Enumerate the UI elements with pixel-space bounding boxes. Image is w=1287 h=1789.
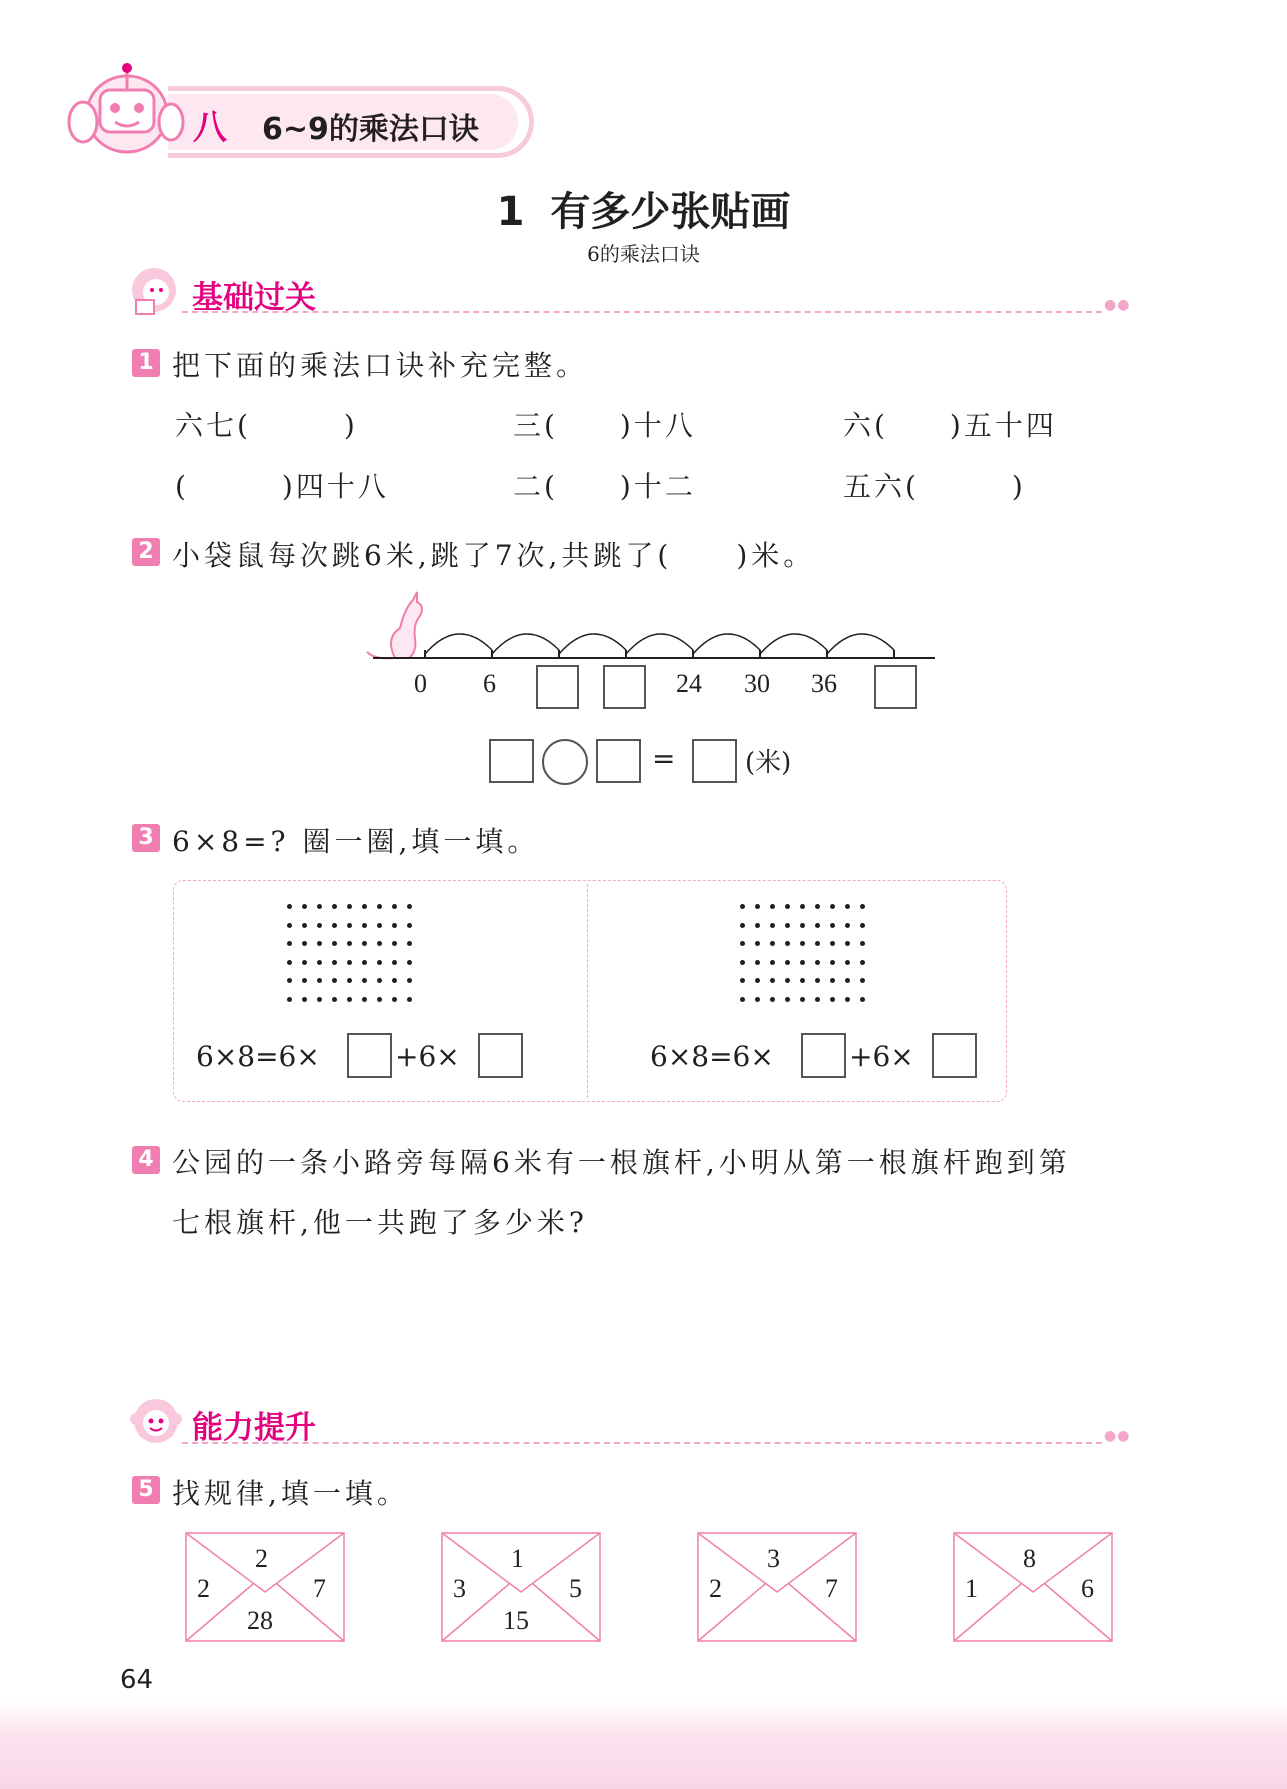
equation-mid: +6× xyxy=(395,1040,460,1073)
dot xyxy=(347,923,352,928)
dot xyxy=(317,978,322,983)
equals-sign: = xyxy=(652,742,676,775)
dot xyxy=(815,923,820,928)
dot xyxy=(362,923,367,928)
dot xyxy=(317,960,322,965)
fill-item[interactable]: 三( )十八 xyxy=(513,409,696,442)
dot xyxy=(392,960,397,965)
dot-array[interactable] xyxy=(740,904,875,1015)
dot xyxy=(392,923,397,928)
lesson-name: 有多少张贴画 xyxy=(550,189,791,235)
dot xyxy=(377,960,382,965)
question-number-badge: 4 xyxy=(132,1146,160,1174)
number-line xyxy=(365,588,945,678)
question-2-text: 小袋鼠每次跳6米,跳了7次,共跳了( )米。 xyxy=(172,539,816,572)
dot xyxy=(785,960,790,965)
dot xyxy=(860,978,865,983)
dot xyxy=(845,997,850,1002)
dot xyxy=(755,923,760,928)
chapter-title: 6~9的乘法口诀 xyxy=(262,112,479,147)
envelope-left: 1 xyxy=(965,1574,978,1603)
dot xyxy=(860,997,865,1002)
envelope-right: 5 xyxy=(569,1574,582,1603)
dot xyxy=(770,960,775,965)
dot xyxy=(815,997,820,1002)
envelope[interactable] xyxy=(697,1532,857,1642)
dot xyxy=(392,997,397,1002)
dot xyxy=(755,978,760,983)
tick-label: 36 xyxy=(811,669,837,698)
dot xyxy=(740,960,745,965)
dot xyxy=(830,941,835,946)
dot xyxy=(785,904,790,909)
dot xyxy=(740,923,745,928)
fill-item[interactable]: 六七( ) xyxy=(175,409,358,442)
section-basic-title: 基础过关 xyxy=(192,280,316,316)
answer-box[interactable] xyxy=(801,1033,846,1078)
panel-divider xyxy=(587,884,588,1098)
answer-box[interactable] xyxy=(347,1033,392,1078)
dot xyxy=(755,960,760,965)
monkey-mascot-icon xyxy=(130,1395,182,1445)
dot xyxy=(785,923,790,928)
question-number-badge: 2 xyxy=(132,538,160,566)
dot xyxy=(407,904,412,909)
fill-item[interactable]: 五六( ) xyxy=(843,470,1026,503)
page-number: 64 xyxy=(120,1665,154,1695)
jump-arcs xyxy=(425,634,894,654)
dot xyxy=(755,941,760,946)
envelope-right: 7 xyxy=(313,1574,326,1603)
dot xyxy=(317,997,322,1002)
kangaroo-icon xyxy=(367,592,422,658)
dot xyxy=(302,923,307,928)
dot xyxy=(332,904,337,909)
lesson-title xyxy=(0,180,1287,237)
dot xyxy=(407,923,412,928)
section-divider xyxy=(182,311,1102,313)
dot xyxy=(740,904,745,909)
dot xyxy=(770,904,775,909)
dot xyxy=(860,904,865,909)
dot xyxy=(347,997,352,1002)
dot xyxy=(332,997,337,1002)
dot xyxy=(377,997,382,1002)
dot xyxy=(407,960,412,965)
dot xyxy=(845,978,850,983)
envelope-bottom: 28 xyxy=(247,1606,273,1635)
operator-circle[interactable] xyxy=(542,739,588,785)
envelope-bottom: 15 xyxy=(503,1606,529,1635)
question-1-text: 把下面的乘法口诀补充完整。 xyxy=(172,349,589,382)
chapter-number: 八 xyxy=(193,108,227,148)
lesson-subtitle: 6的乘法口诀 xyxy=(587,242,700,266)
dot xyxy=(332,960,337,965)
question-4-line1: 公园的一条小路旁每隔6米有一根旗杆,小明从第一根旗杆跑到第 xyxy=(172,1146,1071,1179)
equation-mid: +6× xyxy=(849,1040,914,1073)
dot xyxy=(287,904,292,909)
dot xyxy=(770,978,775,983)
dot xyxy=(407,997,412,1002)
dot xyxy=(740,941,745,946)
question-5-text: 找规律,填一填。 xyxy=(172,1477,409,1510)
envelope-left: 2 xyxy=(197,1574,210,1603)
dot xyxy=(287,941,292,946)
fill-item[interactable]: 二( )十二 xyxy=(513,470,696,503)
dot xyxy=(407,941,412,946)
dot xyxy=(287,997,292,1002)
dot xyxy=(740,997,745,1002)
dot xyxy=(362,941,367,946)
dot xyxy=(407,978,412,983)
dot xyxy=(347,941,352,946)
dot xyxy=(347,960,352,965)
dot xyxy=(347,978,352,983)
tick-label: 6 xyxy=(483,669,496,698)
dot xyxy=(302,904,307,909)
envelope-top: 1 xyxy=(511,1544,524,1573)
dot xyxy=(815,904,820,909)
dot xyxy=(392,904,397,909)
section-advanced-title: 能力提升 xyxy=(192,1410,316,1446)
dot xyxy=(332,941,337,946)
envelope-right: 7 xyxy=(825,1574,838,1603)
tick-label: 30 xyxy=(744,669,770,698)
dot xyxy=(770,923,775,928)
dot xyxy=(740,978,745,983)
dot xyxy=(755,904,760,909)
dot xyxy=(317,904,322,909)
dot xyxy=(800,904,805,909)
dot xyxy=(392,978,397,983)
dot xyxy=(302,960,307,965)
dot xyxy=(830,923,835,928)
dot xyxy=(845,923,850,928)
tick-label: 0 xyxy=(414,669,427,698)
dot xyxy=(362,904,367,909)
dot xyxy=(800,941,805,946)
dot xyxy=(800,960,805,965)
equation-left: 6×8=6× xyxy=(650,1040,774,1073)
envelope xyxy=(441,1532,601,1642)
envelope xyxy=(185,1532,345,1642)
dot xyxy=(830,997,835,1002)
envelope-left: 2 xyxy=(709,1574,722,1603)
dot xyxy=(860,960,865,965)
dot xyxy=(332,923,337,928)
dot xyxy=(287,960,292,965)
girl-mascot-icon xyxy=(130,266,182,316)
question-3-text: 6×8=? 圈一圈,填一填。 xyxy=(172,825,540,858)
dot xyxy=(377,904,382,909)
dot xyxy=(845,960,850,965)
envelope-right: 6 xyxy=(1081,1574,1094,1603)
dot xyxy=(317,923,322,928)
dot xyxy=(845,941,850,946)
dot xyxy=(755,997,760,1002)
answer-box[interactable] xyxy=(874,665,917,709)
envelope-top: 3 xyxy=(767,1544,780,1573)
dot xyxy=(785,941,790,946)
dot xyxy=(347,904,352,909)
dot xyxy=(770,941,775,946)
dot xyxy=(332,978,337,983)
envelope-top: 8 xyxy=(1023,1544,1036,1573)
envelope[interactable] xyxy=(953,1532,1113,1642)
dot xyxy=(362,960,367,965)
dot xyxy=(377,978,382,983)
dot xyxy=(392,941,397,946)
dot xyxy=(377,941,382,946)
dot xyxy=(362,997,367,1002)
answer-box[interactable] xyxy=(489,739,534,783)
footer-band xyxy=(0,1700,1287,1789)
dot xyxy=(860,941,865,946)
question-number-badge: 5 xyxy=(132,1476,160,1504)
divider-dots-icon: ●● xyxy=(1104,297,1131,313)
answer-box[interactable] xyxy=(692,739,737,783)
dot xyxy=(815,960,820,965)
dot xyxy=(302,997,307,1002)
unit-label: (米) xyxy=(745,748,792,778)
dot xyxy=(302,978,307,983)
dot xyxy=(377,923,382,928)
dot xyxy=(317,941,322,946)
answer-box[interactable] xyxy=(932,1033,977,1078)
answer-box[interactable] xyxy=(478,1033,523,1078)
section-divider xyxy=(182,1442,1102,1444)
dot xyxy=(800,997,805,1002)
dot-array[interactable] xyxy=(287,904,422,1015)
dot xyxy=(860,923,865,928)
dot xyxy=(815,941,820,946)
dot xyxy=(815,978,820,983)
dot xyxy=(830,978,835,983)
answer-box[interactable] xyxy=(596,739,641,783)
dot xyxy=(785,997,790,1002)
question-4-line2: 七根旗杆,他一共跑了多少米? xyxy=(172,1206,588,1239)
dot xyxy=(362,978,367,983)
answer-box[interactable] xyxy=(603,665,646,709)
envelope-top: 2 xyxy=(255,1544,268,1573)
fill-item[interactable]: 六( )五十四 xyxy=(843,409,1057,442)
answer-box[interactable] xyxy=(536,665,579,709)
lesson-number: 1 xyxy=(496,189,525,235)
dot xyxy=(830,960,835,965)
question-number-badge: 3 xyxy=(132,824,160,852)
dot xyxy=(800,923,805,928)
dot xyxy=(287,978,292,983)
dot xyxy=(845,904,850,909)
dot xyxy=(287,923,292,928)
dot xyxy=(785,978,790,983)
dot xyxy=(830,904,835,909)
question-number-badge: 1 xyxy=(132,349,160,377)
robot-mascot-icon xyxy=(55,52,185,162)
envelope-left: 3 xyxy=(453,1574,466,1603)
fill-item[interactable]: ( )四十八 xyxy=(175,470,389,503)
divider-dots-icon: ●● xyxy=(1104,1428,1131,1444)
dot xyxy=(770,997,775,1002)
tick-label: 24 xyxy=(676,669,702,698)
equation-left: 6×8=6× xyxy=(196,1040,320,1073)
dot xyxy=(302,941,307,946)
dot xyxy=(800,978,805,983)
